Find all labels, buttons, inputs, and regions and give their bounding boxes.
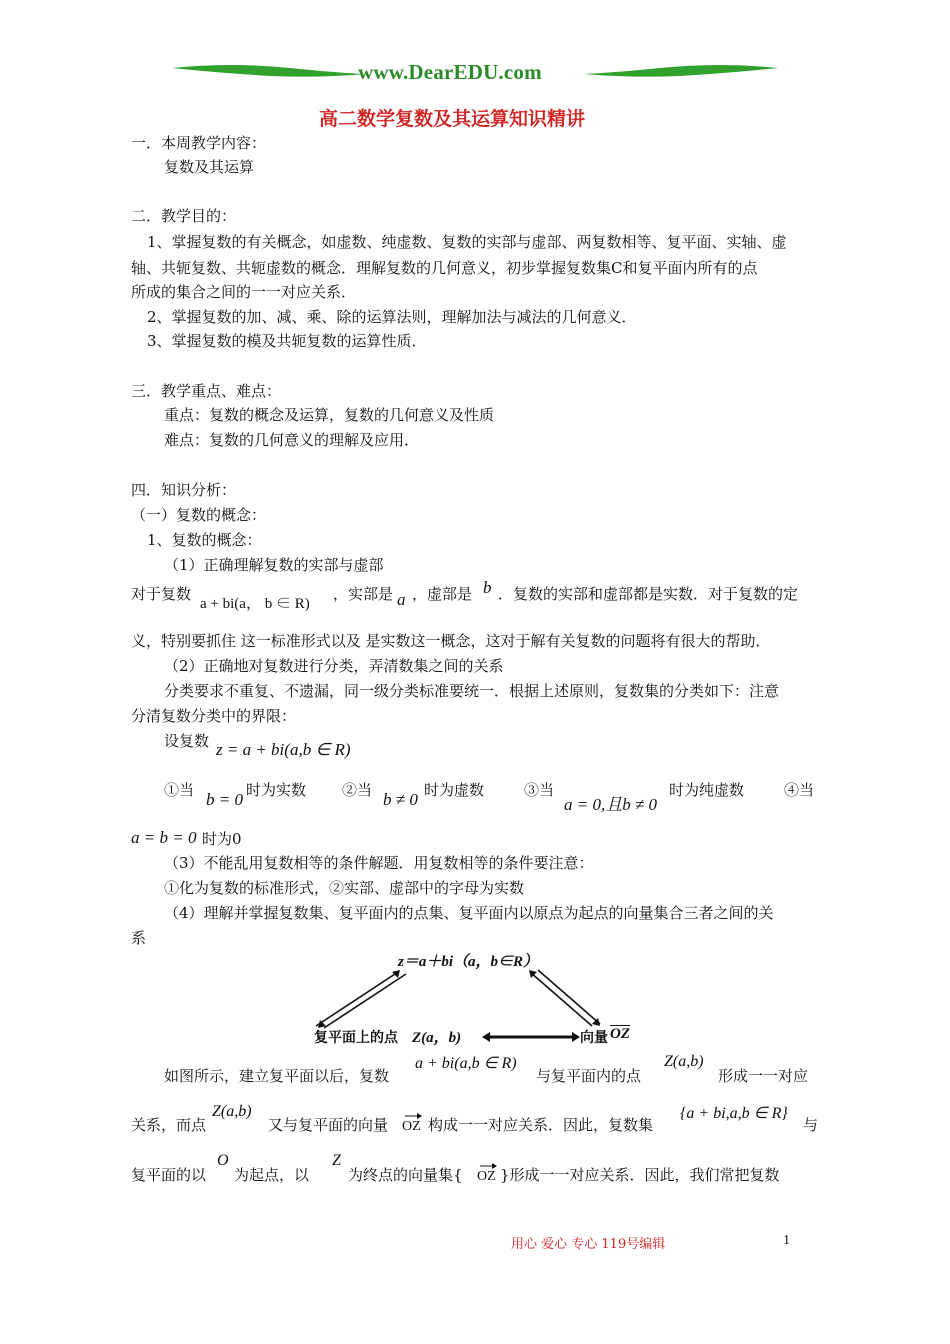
point-1-text-a: 对于复数 [131, 585, 192, 603]
point-1-title: （1）正确理解复数的实部与虚部 [164, 556, 384, 574]
case-2-label: ②当 [342, 781, 373, 799]
objective-1-line-1: 1、掌握复数的有关概念，如虚数、纯虚数、复数的实部与虚部、两复数相等、复平面、实轴、虚 [147, 233, 787, 251]
point-4-line-1: （4）理解并掌握复数集、复平面内的点集、复平面内以原点为起点的向量集合三者之间的关 [164, 904, 774, 922]
point-2-line-1: 分类要求不重复、不遗漏，同一级分类标准要统一．根据上述原则，复数集的分类如下：注意 [164, 682, 780, 700]
diagram-right-label: 向量 [580, 1030, 608, 1046]
section-2-heading: 二．教学目的： [131, 207, 237, 225]
after-line-3-b: 为起点，以 [234, 1166, 310, 1184]
after-line-2-d: 与 [803, 1116, 819, 1134]
complex-number-formula: a + bi(a， b ∈ R) [200, 596, 310, 612]
objective-1-line-3: 所成的集合之间的一一对应关系． [131, 283, 357, 301]
diagram-horizontal-arrow [482, 1030, 582, 1044]
page-title: 高二数学复数及其运算知识精讲 [319, 108, 586, 130]
after-line-2-vector: OZ [402, 1112, 424, 1134]
page-number: 1 [783, 1233, 790, 1248]
objective-3: 3、掌握复数的模及共轭复数的运算性质． [147, 332, 427, 350]
after-line-3-d: }形成一一对应关系．因此，我们常把复数 [500, 1166, 780, 1184]
item-1-heading: 1、复数的概念： [147, 531, 262, 549]
symbol-b: b [483, 578, 492, 597]
point-3-title: （3）不能乱用复数相等的条件解题．用复数相等的条件要注意： [164, 854, 594, 872]
after-line-2-a: 关系，而点 [131, 1116, 207, 1134]
case-3-label: ③当 [524, 781, 555, 799]
logo-text: www.DearEDU.com [358, 60, 542, 84]
after-line-2-c: 构成一一对应关系．因此，复数集 [428, 1116, 654, 1134]
case-1-text: 时为实数 [246, 781, 307, 799]
section-4-heading: 四．知识分析： [131, 481, 237, 499]
section-1-content: 复数及其运算 [164, 158, 255, 176]
point-2-title: （2）正确地对复数进行分类，弄清数集之间的关系 [164, 657, 504, 675]
after-line-1-b: 与复平面内的点 [536, 1067, 642, 1085]
case-3-condition: a = 0,且b ≠ 0 [564, 795, 658, 814]
case-3-text: 时为纯虚数 [669, 781, 745, 799]
case-2-text: 时为虚数 [424, 781, 485, 799]
case-4-text: 时为0 [202, 830, 242, 848]
point-1-text-d: ．复数的实部和虚部都是实数．对于复数的定 [498, 585, 799, 603]
after-line-3-c: 为终点的向量集{ [348, 1166, 463, 1184]
point-1-text-b: ，实部是 [333, 585, 394, 603]
section-1-heading: 一．本周教学内容： [131, 134, 267, 152]
diagram-right-math: $\overline{OZ}$ [610, 1026, 630, 1042]
diagram-top-label: z＝a＋bi（a，b∈R） [398, 954, 539, 970]
difficult-point: 难点：复数的几何意义的理解及应用． [164, 431, 420, 449]
footer-text: 用心 爱心 专心 119号编辑 [511, 1237, 666, 1252]
after-line-3-Z: Z [332, 1152, 341, 1169]
after-line-1-point: Z(a,b) [664, 1053, 704, 1070]
after-line-2-point: Z(a,b) [212, 1103, 252, 1120]
after-line-1-formula: a + bi(a,b ∈ R) [415, 1055, 517, 1072]
case-4-label: ④当 [784, 781, 815, 799]
diagram-left-label: 复平面上的点 [314, 1030, 398, 1046]
after-line-3-a: 复平面的以 [131, 1166, 207, 1184]
after-line-3-O: O [217, 1152, 229, 1169]
case-4-condition: a = b = 0 [131, 828, 197, 847]
after-line-3-vector: OZ [477, 1162, 499, 1184]
case-1-label: ①当 [164, 781, 195, 799]
set-complex-label: 设复数 [164, 732, 210, 750]
point-1-line-2: 义，特别要抓住 这一标准形式以及 是实数这一概念，这对于解有关复数的问题将有很大的帮助． [131, 632, 771, 650]
key-point: 重点：复数的概念及运算，复数的几何意义及性质 [164, 406, 495, 424]
objective-2: 2、掌握复数的加、减、乘、除的运算法则，理解加法与减法的几何意义． [147, 308, 637, 326]
after-line-2-set: {a + bi,a,b ∈ R} [680, 1105, 788, 1122]
symbol-a: a [397, 590, 406, 609]
after-line-2-b: 又与复平面的向量 [268, 1116, 389, 1134]
subsection-1-heading: （一）复数的概念： [131, 506, 267, 524]
after-line-1-c: 形成一一对应 [718, 1067, 809, 1085]
point-1-text-c: ，虚部是 [412, 585, 473, 603]
section-3-heading: 三．教学重点、难点： [131, 382, 282, 400]
point-3-body: ①化为复数的标准形式，②实部、虚部中的字母为实数 [164, 879, 525, 897]
after-line-1-a: 如图所示，建立复平面以后，复数 [164, 1067, 390, 1085]
case-2-condition: b ≠ 0 [383, 790, 418, 809]
objective-1-line-2: 轴、共轭复数、共轭虚数的概念．理解复数的几何意义，初步掌握复数集C和复平面内所有的点 [131, 259, 758, 277]
diagram-arrows [300, 968, 660, 1034]
point-2-line-2: 分清复数分类中的界限： [131, 707, 297, 725]
set-complex-formula: z = a + bi(a,b ∈ R) [216, 740, 351, 759]
point-4-line-2: 系 [131, 929, 147, 947]
case-1-condition: b = 0 [206, 790, 243, 809]
diagram-left-math: Z(a，b) [412, 1030, 462, 1046]
